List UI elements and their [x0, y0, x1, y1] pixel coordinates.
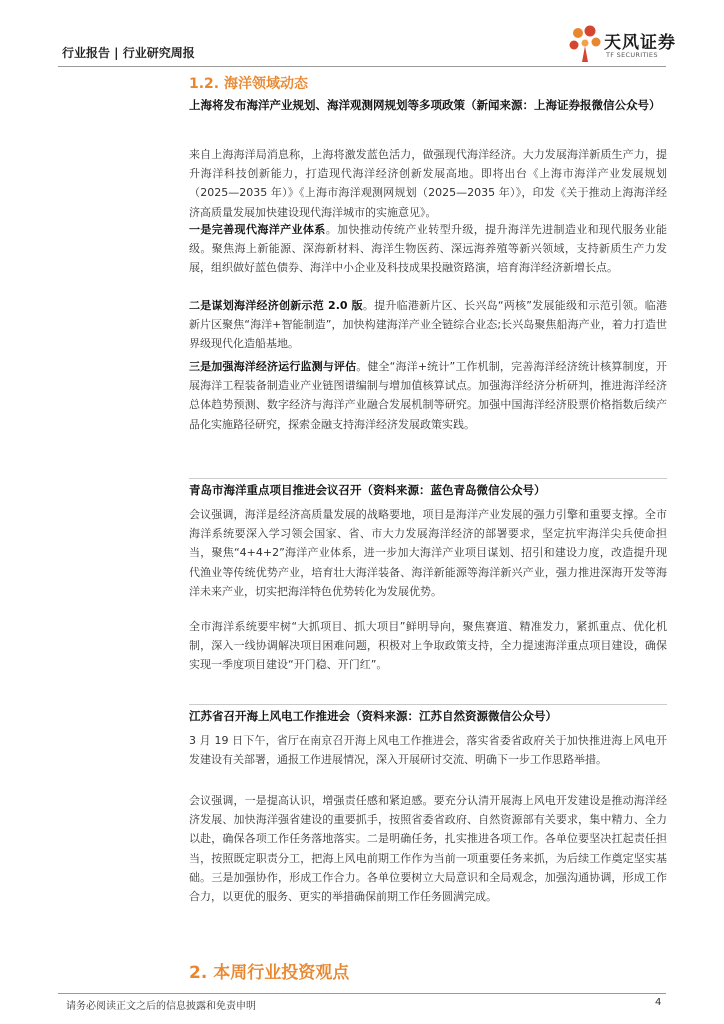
- report-type-breadcrumb: 行业报告 | 行业研究周报: [62, 46, 195, 60]
- paragraph-lead: 三是加强海洋经济运行监测与评估: [189, 360, 357, 373]
- page-number: 4: [655, 997, 662, 1008]
- article-paragraph: [189, 791, 667, 906]
- paragraph-text: 全市海洋系统要牢树“大抓项目、抓大项目”鲜明导向，聚焦赛道、精准发力，紧抓重点、优化机制，深入一线协调解决项目困难问题，积极对上争取政策支持，全力提速海洋重点项目建设，确保实现一季度项目建设“开门稳、开门红”。: [189, 620, 667, 672]
- paragraph-text: 。健全“海洋+统计”工作机制，完善海洋经济统计核算制度，开展海洋工程装备制造业产业链图谱编制与增加值核算试点。加强海洋经济分析研判，推进海洋经济总体趋势预测、数字经济与海洋产业融合发展机制等研究。加强中国海洋经济股票价格指数后续产品化实施路径研究，探索金融支持海洋经济发展政策实践。: [189, 360, 667, 431]
- article-paragraph: [189, 617, 667, 675]
- article-divider: [189, 704, 667, 705]
- tf-flower-logo-icon: [566, 24, 604, 64]
- article-paragraph: [189, 296, 667, 354]
- paragraph-text: 。加快推动传统产业转型升级，提升海洋先进制造业和现代服务业能级。聚焦海上新能源、深海新材料、海洋生物医药、深远海养殖等新兴领域，支持新质生产力发展，组织做好蓝色债券、海洋中小企业及科技成果投融资路演，培育海洋经济新增长点。: [189, 223, 668, 275]
- article-title-shanghai: 上海将发布海洋产业规划、海洋观测网规划等多项政策（新闻来源：上海证券报微信公众号）: [189, 98, 661, 112]
- section-heading-1-2: 1.2. 海洋领域动态: [189, 76, 308, 92]
- article-paragraph: [189, 731, 667, 769]
- article-divider: [189, 478, 667, 479]
- footer-disclaimer: 请务必阅读正文之后的信息披露和免责申明: [66, 1001, 256, 1012]
- paragraph-text: 。提升临港新片区、长兴岛“两核”发展能级和示范引领。临港新片区聚焦“海洋+智能制造”，加快构建海洋产业全链综合业态;长兴岛聚焦船海产业，着力打造世界级现代化造船基地。: [189, 299, 667, 351]
- article-paragraph: [189, 145, 667, 222]
- section-heading-2: 2. 本周行业投资观点: [189, 963, 350, 983]
- article-paragraph: [189, 357, 667, 434]
- paragraph-text: 3 月 19 日下午，省厅在南京召开海上风电工作推进会，落实省委省政府关于加快推进海上风电开发建设有关部署，通报工作进展情况，深入开展研讨交流、明确下一步工作思路举措。: [189, 734, 667, 767]
- paragraph-text: 会议强调，海洋是经济高质量发展的战略要地，项目是海洋产业发展的强力引擎和重要支撑。全市海洋系统要深入学习领会国家、省、市大力发展海洋经济的部署要求，坚定抗牢海洋尖兵使命担当，聚焦“4+4+2”海洋产业体系，进一步加大海洋产业项目谋划、招引和建设力度，改造提升现代渔业等传统优势产业，培育壮大海洋装备、海洋新能源等海洋新兴产业，强力推进深海开发等海洋未来产业，切实把海洋特色优势转化为发展优势。: [189, 508, 667, 598]
- article-title-qingdao: 青岛市海洋重点项目推进会议召开（资料来源：蓝色青岛微信公众号）: [189, 483, 546, 497]
- paragraph-text: 会议强调，一是提高认识，增强责任感和紧迫感。要充分认清开展海上风电开发建设是推动海洋经济发展、加快海洋强省建设的重要抓手，按照省委省政府、自然资源部有关要求，集中精力、全力以赴，确保各项工作任务落地落实。二是明确任务，扎实推进各项工作。各单位要坚决扛起责任担当，按照既定职责分工，把海上风电前期工作作为当前一项重要任务来抓，为后续工作奠定坚实基础。三是加强协作，形成工作合力。各单位要树立大局意识和全局观念，加强沟通协调，形成工作合力，以更优的服务、更实的举措确保前期工作任务圆满完成。: [189, 794, 667, 904]
- header-divider: [58, 66, 666, 67]
- paragraph-lead: 一是完善现代海洋产业体系: [189, 223, 326, 236]
- logo-english-name: TF SECURITIES: [606, 51, 658, 59]
- article-paragraph: [189, 505, 667, 601]
- article-paragraph: [189, 220, 667, 278]
- company-logo: [566, 24, 676, 64]
- article-title-jiangsu: 江苏省召开海上风电工作推进会（资料来源：江苏自然资源微信公众号）: [189, 709, 557, 723]
- footer-divider: [58, 993, 666, 994]
- paragraph-lead: 二是谋划海洋经济创新示范 2.0 版: [189, 299, 363, 312]
- paragraph-text: 来自上海海洋局消息称，上海将激发蓝色活力，做强现代海洋经济。大力发展海洋新质生产力，提升海洋科技创新能力，打造现代海洋经济创新发展高地。即将出台《上海市海洋产业发展规划（2025—2035 年）》《上海市海洋观测网规划（2025—2035 年）》，印发《关于推动上海海洋经济高质量发展加快建设现代海洋城市的实施意见》。: [189, 148, 667, 219]
- logo-chinese-name: 天风证券: [604, 33, 676, 53]
